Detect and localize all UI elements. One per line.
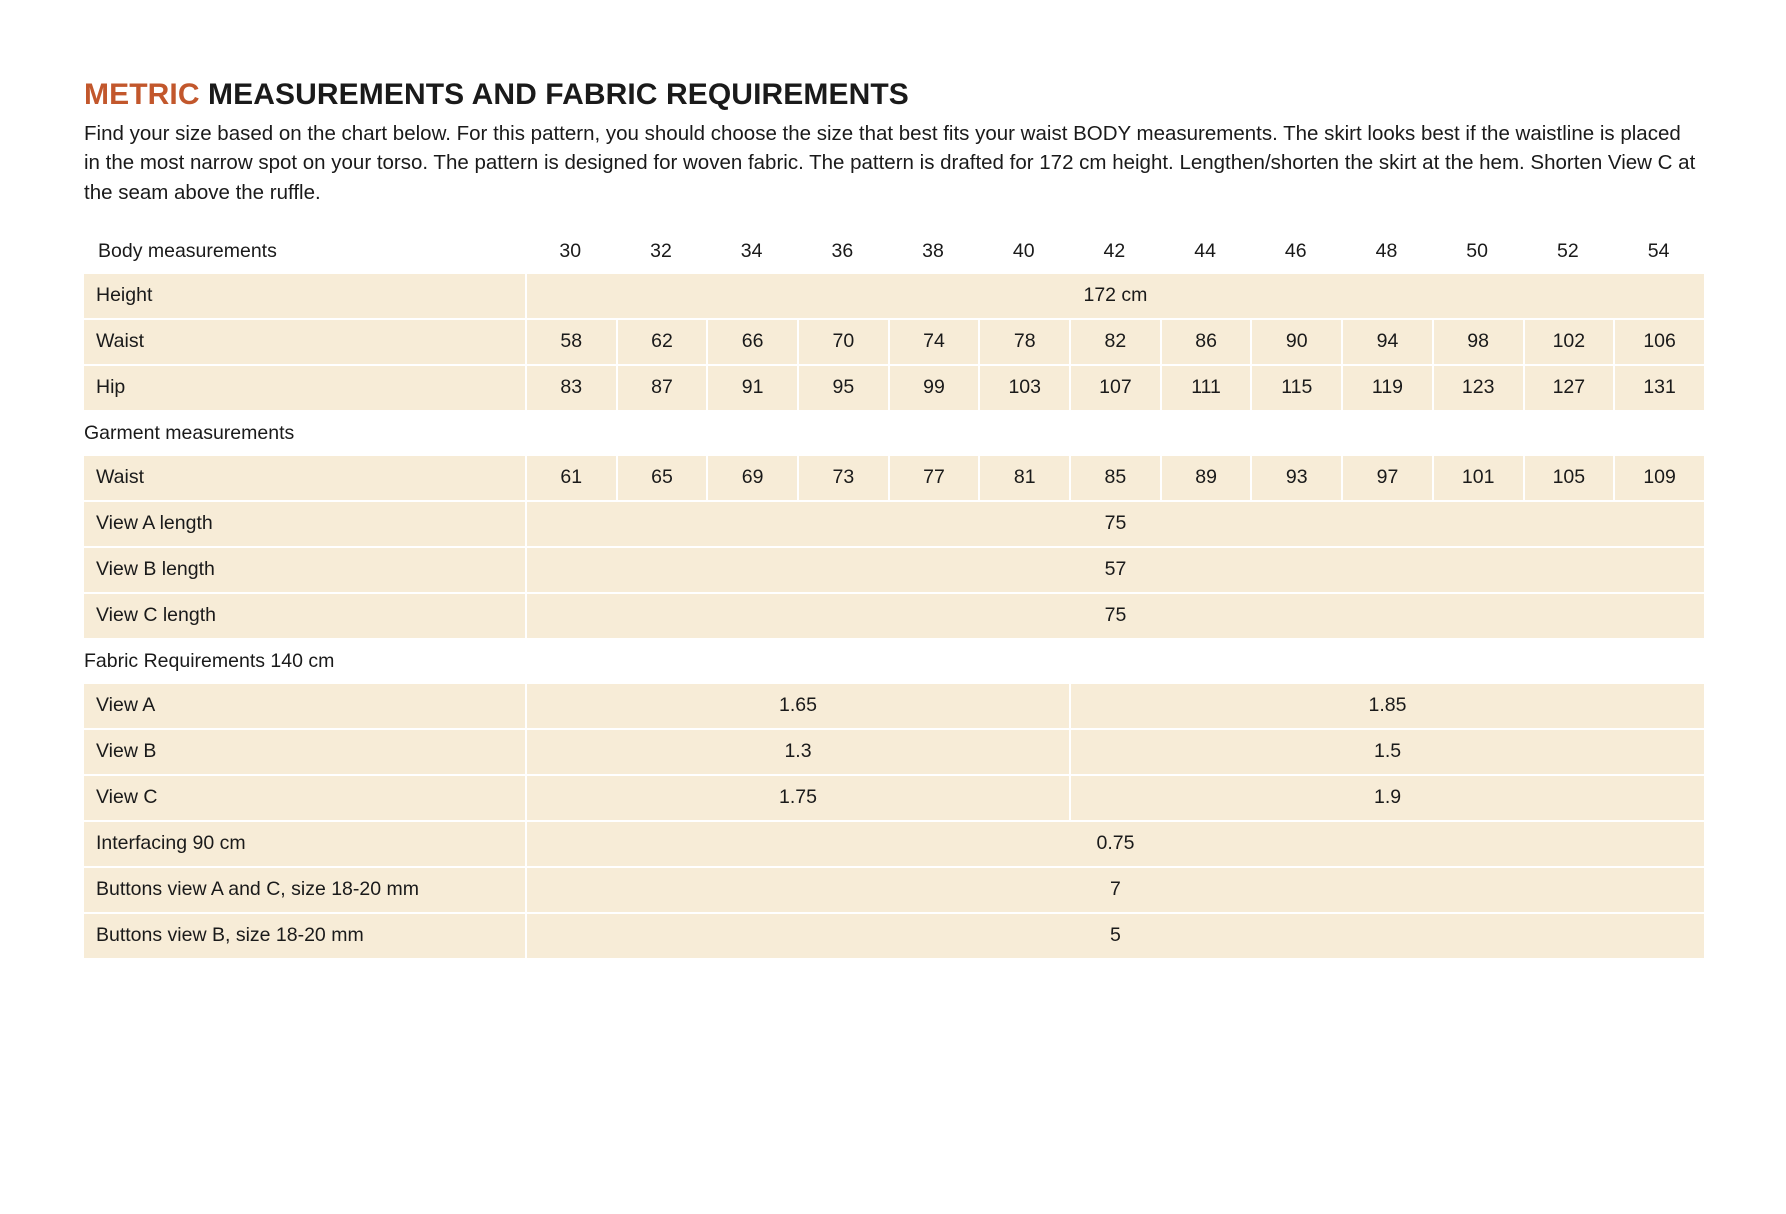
row-value-fabric-view-c-left: 1.75 bbox=[525, 776, 1069, 822]
cell-hip-48: 119 bbox=[1341, 366, 1432, 412]
table-row bbox=[84, 776, 1704, 822]
cell-hip-46: 115 bbox=[1250, 366, 1341, 412]
table-row bbox=[84, 684, 1704, 730]
section-heading-fabric-row bbox=[84, 640, 1704, 684]
size-header-30: 30 bbox=[559, 240, 582, 263]
size-header-42: 42 bbox=[1103, 240, 1126, 263]
row-label-fabric-view-c: View C bbox=[84, 776, 525, 822]
cell-garment-waist-44: 89 bbox=[1160, 456, 1251, 502]
row-label-view-b-length: View B length bbox=[84, 548, 525, 594]
row-value-interfacing: 0.75 bbox=[525, 822, 1704, 868]
measurements-table bbox=[84, 230, 1704, 960]
row-value-fabric-view-b-left: 1.3 bbox=[525, 730, 1069, 776]
row-value-view-a-length: 75 bbox=[525, 502, 1704, 548]
header-label: Body measurements bbox=[98, 240, 277, 263]
row-label-view-a-length: View A length bbox=[84, 502, 525, 548]
cell-garment-waist-36: 73 bbox=[797, 456, 888, 502]
cell-hip-40: 103 bbox=[978, 366, 1069, 412]
table-row bbox=[84, 730, 1704, 776]
table-row bbox=[84, 320, 1704, 366]
row-label-view-c-length: View C length bbox=[84, 594, 525, 640]
cell-body-waist-38: 74 bbox=[888, 320, 979, 366]
table-row bbox=[84, 274, 1704, 320]
cell-garment-waist-46: 93 bbox=[1250, 456, 1341, 502]
cell-garment-waist-42: 85 bbox=[1069, 456, 1160, 502]
cell-garment-waist-38: 77 bbox=[888, 456, 979, 502]
cell-hip-32: 87 bbox=[616, 366, 707, 412]
cell-body-waist-44: 86 bbox=[1160, 320, 1251, 366]
row-label-hip: Hip bbox=[84, 366, 525, 412]
row-label-fabric-view-b: View B bbox=[84, 730, 525, 776]
cell-body-waist-40: 78 bbox=[978, 320, 1069, 366]
cell-garment-waist-32: 65 bbox=[616, 456, 707, 502]
size-header-54: 54 bbox=[1647, 240, 1670, 263]
row-label-fabric-view-a: View A bbox=[84, 684, 525, 730]
cell-body-waist-32: 62 bbox=[616, 320, 707, 366]
cell-body-waist-36: 70 bbox=[797, 320, 888, 366]
size-header-48: 48 bbox=[1375, 240, 1398, 263]
size-header-36: 36 bbox=[831, 240, 854, 263]
size-header-32: 32 bbox=[650, 240, 672, 263]
cell-garment-waist-52: 105 bbox=[1523, 456, 1614, 502]
table-row bbox=[84, 456, 1704, 502]
row-value-buttons-b: 5 bbox=[525, 914, 1704, 960]
row-label-garment-waist: Waist bbox=[84, 456, 525, 502]
row-label-buttons-ac: Buttons view A and C, size 18-20 mm bbox=[84, 868, 525, 914]
cell-hip-54: 131 bbox=[1613, 366, 1704, 412]
size-header-46: 46 bbox=[1284, 240, 1307, 263]
size-header-34: 34 bbox=[740, 240, 763, 263]
cell-garment-waist-54: 109 bbox=[1613, 456, 1704, 502]
page-title-rest: MEASUREMENTS AND FABRIC REQUIREMENTS bbox=[199, 78, 909, 111]
row-label-buttons-b: Buttons view B, size 18-20 mm bbox=[84, 914, 525, 960]
cell-garment-waist-30: 61 bbox=[525, 456, 616, 502]
cell-hip-36: 95 bbox=[797, 366, 888, 412]
table-row bbox=[84, 868, 1704, 914]
section-heading-garment: Garment measurements bbox=[84, 422, 295, 445]
row-value-view-c-length: 75 bbox=[525, 594, 1704, 640]
cell-body-waist-54: 106 bbox=[1613, 320, 1704, 366]
cell-body-waist-46: 90 bbox=[1250, 320, 1341, 366]
cell-body-waist-50: 98 bbox=[1432, 320, 1523, 366]
cell-hip-50: 123 bbox=[1432, 366, 1523, 412]
page-title-highlight: METRIC bbox=[84, 78, 200, 111]
section-heading-garment-row bbox=[84, 412, 1704, 456]
size-header-52: 52 bbox=[1556, 240, 1579, 263]
row-value-fabric-view-c-right: 1.9 bbox=[1069, 776, 1704, 822]
table-row bbox=[84, 914, 1704, 960]
size-header-38: 38 bbox=[922, 240, 944, 263]
row-value-buttons-ac: 7 bbox=[525, 868, 1704, 914]
cell-body-waist-30: 58 bbox=[525, 320, 616, 366]
cell-garment-waist-48: 97 bbox=[1341, 456, 1432, 502]
cell-hip-30: 83 bbox=[525, 366, 616, 412]
row-value-view-b-length: 57 bbox=[525, 548, 1704, 594]
row-label-height: Height bbox=[84, 274, 525, 320]
cell-hip-42: 107 bbox=[1069, 366, 1160, 412]
row-value-fabric-view-a-right: 1.85 bbox=[1069, 684, 1704, 730]
table-header-row bbox=[84, 230, 1704, 274]
cell-hip-44: 111 bbox=[1160, 366, 1251, 412]
table-row bbox=[84, 822, 1704, 868]
size-header-50: 50 bbox=[1466, 240, 1488, 263]
cell-hip-38: 99 bbox=[888, 366, 979, 412]
section-heading-fabric: Fabric Requirements 140 cm bbox=[84, 650, 335, 673]
row-label-body-waist: Waist bbox=[84, 320, 525, 366]
cell-body-waist-34: 66 bbox=[706, 320, 797, 366]
size-header-44: 44 bbox=[1194, 240, 1216, 263]
cell-hip-52: 127 bbox=[1523, 366, 1614, 412]
row-value-height: 172 cm bbox=[525, 274, 1704, 320]
row-label-interfacing: Interfacing 90 cm bbox=[84, 822, 525, 868]
page-title bbox=[84, 78, 1702, 113]
cell-garment-waist-40: 81 bbox=[978, 456, 1069, 502]
cell-body-waist-52: 102 bbox=[1523, 320, 1614, 366]
cell-body-waist-48: 94 bbox=[1341, 320, 1432, 366]
table-row bbox=[84, 548, 1704, 594]
row-value-fabric-view-a-left: 1.65 bbox=[525, 684, 1069, 730]
row-value-fabric-view-b-right: 1.5 bbox=[1069, 730, 1704, 776]
table-row bbox=[84, 502, 1704, 548]
table-row bbox=[84, 366, 1704, 412]
size-header-40: 40 bbox=[1012, 240, 1035, 263]
table-row bbox=[84, 594, 1704, 640]
cell-garment-waist-50: 101 bbox=[1432, 456, 1523, 502]
cell-body-waist-42: 82 bbox=[1069, 320, 1160, 366]
cell-hip-34: 91 bbox=[706, 366, 797, 412]
intro-paragraph: Find your size based on the chart below. For this pattern, you should choose the size that best fits your waist BODY measurements. The skirt looks best if the waistline is placed in the most narrow spot on your torso. The pattern is designed for woven fabric. The pattern is drafted for 172 cm height. Lengthen/shorten the skirt at the hem. Shorten View C at the seam above the ruffle. bbox=[84, 121, 1696, 204]
cell-garment-waist-34: 69 bbox=[706, 456, 797, 502]
